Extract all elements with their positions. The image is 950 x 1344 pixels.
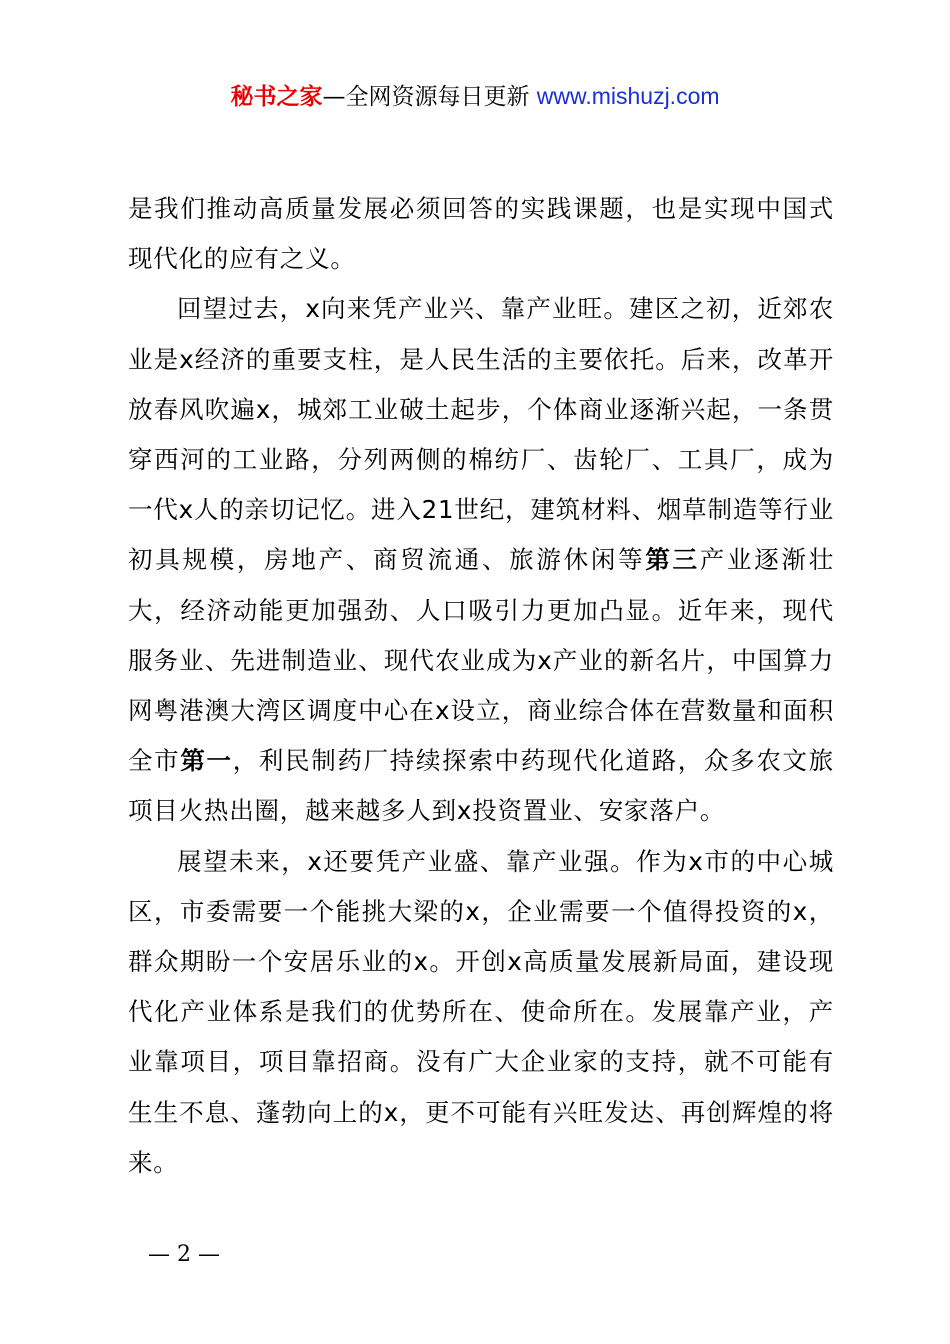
paragraph-2-text-b: 产业逐渐壮大，经济动能更加强劲、人口吸引力更加凸显。近年来，现代服务业、先进制造业、现代农业成为x产业的新名片，中国算力网粤港澳大湾区调度中心在x设立，商业综合体在营数量和面积全市 — [128, 545, 835, 776]
document-body — [128, 184, 834, 1188]
paragraph-2 — [128, 284, 834, 836]
bold-term-first: 第一 — [180, 746, 233, 776]
brand-name: 秘书之家 — [230, 84, 323, 110]
paragraph-1: 是我们推动高质量发展必须回答的实践课题，也是实现中国式现代化的应有之义。 — [128, 194, 834, 274]
header-slogan: —全网资源每日更新 — [322, 84, 530, 110]
bold-term-third: 第三 — [645, 545, 700, 575]
website-link[interactable]: www.mishuzj.com — [536, 83, 720, 109]
paragraph-3: 展望未来，x还要凭产业盛、靠产业强。作为x市的中心城区，市委需要一个能挑大梁的x，企业需要一个值得投资的x，群众期盼一个安居乐业的x。开创x高质量发展新局面，建设现代化产业体系是我们的优势所在、使命所在。发展靠产业，产业靠项目，项目靠招商。没有广大企业家的支持，就不可能有生生不息、蓬勃向上的x，更不可能有兴旺发达、再创辉煌的将来。 — [128, 846, 834, 1177]
paragraph-2-text-c: ，利民制药厂持续探索中药现代化道路，众多农文旅项目火热出圈，越来越多人到x投资置业、安家落户。 — [128, 746, 834, 826]
page-header — [0, 78, 950, 115]
paragraph-2-text-a: 回望过去，x向来凭产业兴、靠产业旺。建区之初，近郊农业是x经济的重要支柱，是人民生活的主要依托。后来，改革开放春风吹遍x，城郊工业破土起步，个体商业逐渐兴起，一条贯穿西河的工业路，分列两侧的棉纺厂、齿轮厂、工具厂，成为一代x人的亲切记忆。进入21世纪，建筑材料、烟草制造等行业初具规模，房地产、商贸流通、旅游休闲等 — [128, 294, 834, 575]
page-number: — 2 — — [148, 1242, 220, 1267]
